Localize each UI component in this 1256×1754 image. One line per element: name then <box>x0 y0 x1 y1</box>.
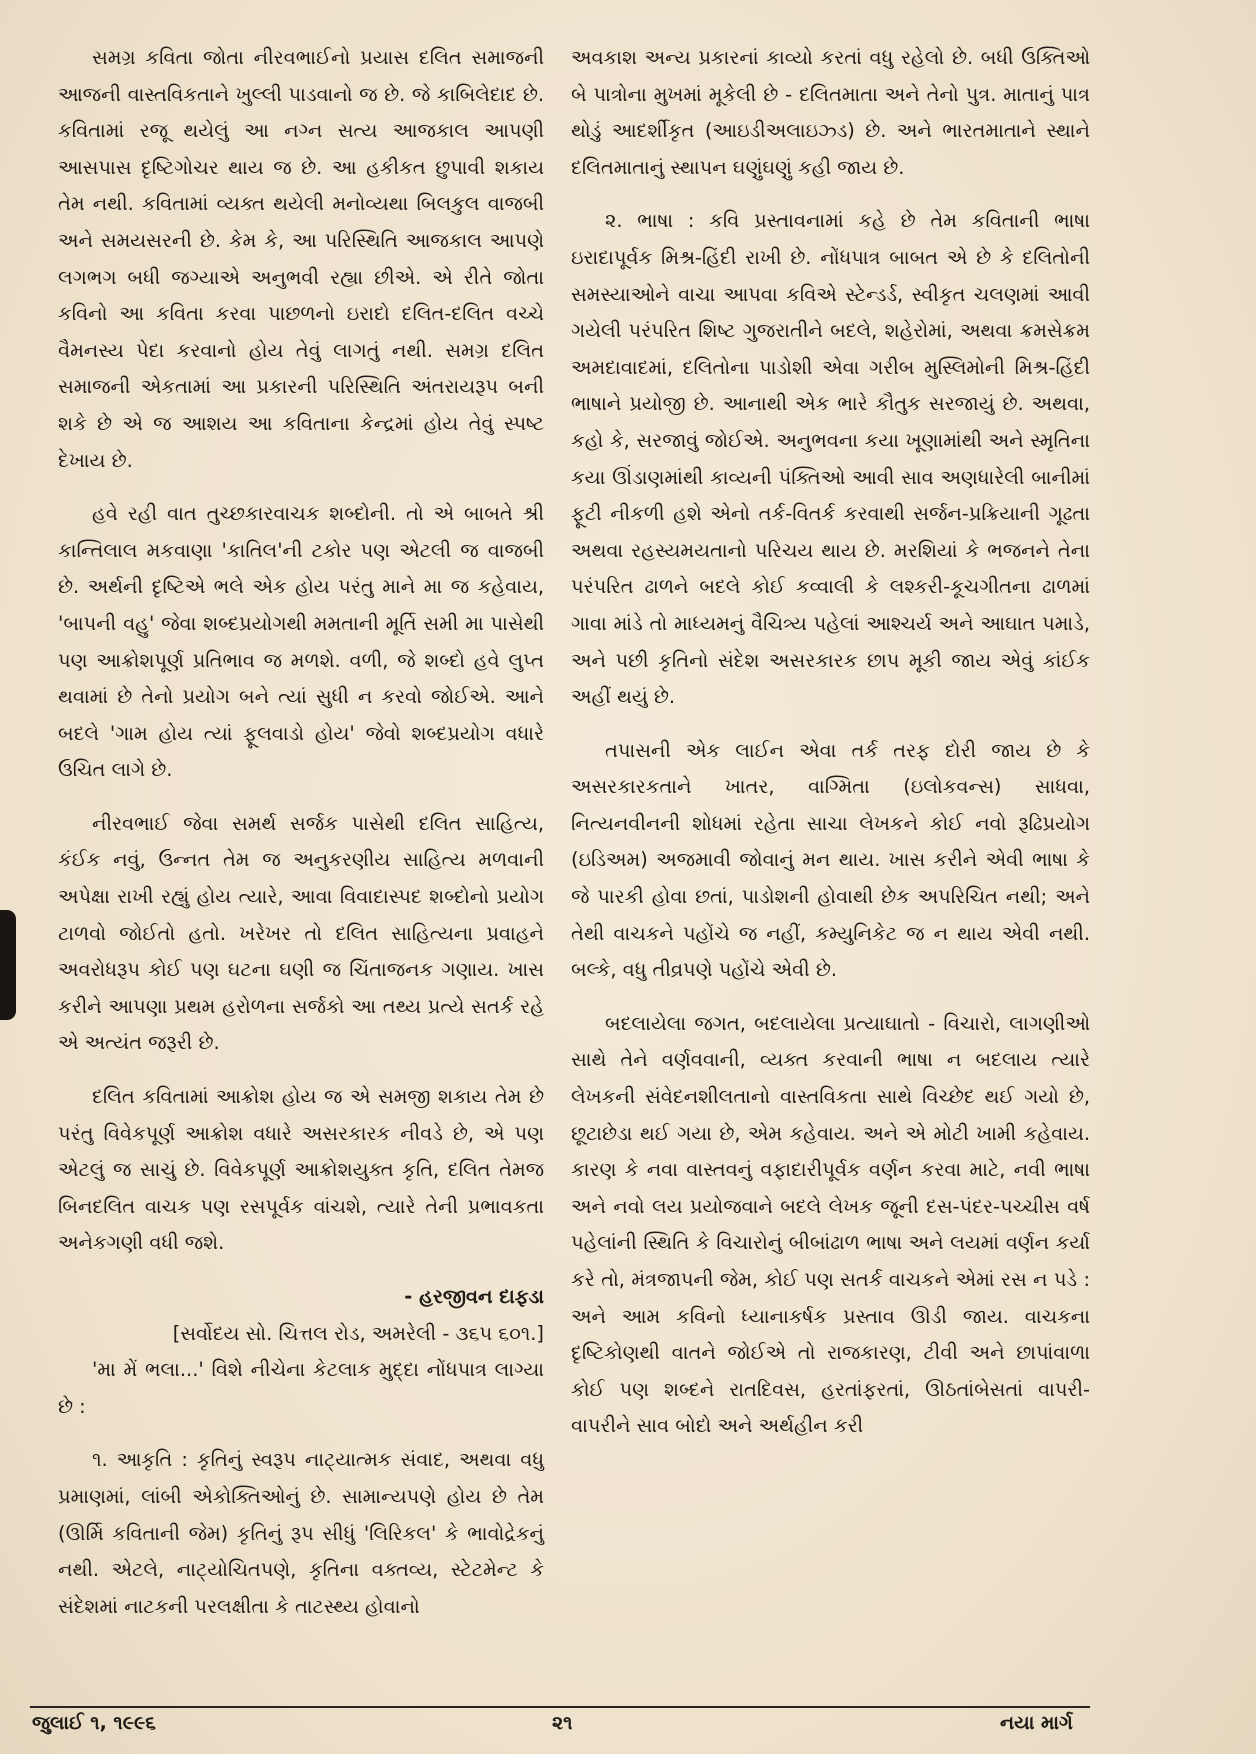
footer-divider <box>30 1706 1090 1708</box>
edge-stain <box>0 910 16 1020</box>
paragraph: તપાસની એક લાઈન એવા તર્ક તરફ દોરી જાય છે કે અસરકારકતાને ખાતર, વાગ્મિતા (ઇલોકવન્સ) સાધવા, નિત્યનવીનની શોધમાં રહેતા સાચા લેખકને કોઈ નવો રૂઢિપ્રયોગ (ઇડિઅમ) અજમાવી જોવાનું મન થાય. ખાસ કરીને એવી ભાષા કે જે પારકી હોવા છતાં, પાડોશની હોવાથી છેક અપરિચિત નથી; અને તેથી વાચકને પહોંચે જ નહીં, કમ્યુનિકેટ જ ન થાય એવી નથી. બલ્કે, વધુ તીવ્રપણે પહોંચે એવી છે. <box>571 738 1090 982</box>
paragraph: ૨. ભાષા : કવિ પ્રસ્તાવનામાં કહે છે તેમ કવિતાની ભાષા ઇરાદાપૂર્વક મિશ્ર-હિંદી રાખી છે. નોંધપાત્ર બાબત એ છે કે દલિતોની સમસ્યાઓને વાચા આપવા કવિએ સ્ટેન્ડર્ડ, સ્વીકૃત ચલણમાં આવી ગયેલી પરંપરિત શિષ્ટ ગુજરાતીને બદલે, શહેરોમાં, અથવા ક્રમસેક્રમ અમદાવાદમાં, દલિતોના પાડોશી એવા ગરીબ મુસ્લિમોની મિશ્ર-હિંદી ભાષાને પ્રયોજી છે. આનાથી એક ભારે કૌતુક સરજાયું છે. અથવા, કહો કે, સરજાવું જોઈએ. અનુભવના કયા ખૂણામાંથી અને સ્મૃતિના કયા ઊંડાણમાંથી કાવ્યની પંક્તિઓ આવી સાવ અણધારેલી બાનીમાં ફૂટી નીકળી હશે એનો તર્ક-વિતર્ક કરવાથી સર્જન-પ્રક્રિયાની ગૂઢતા અથવા રહસ્યમયતાનો પરિચય થાય છે. મરશિયાં કે ભજનને તેના પરંપરિત ઢાળને બદલે કોઈ કવ્વાલી કે લશ્કરી-કૂચગીતના ઢાળમાં ગાવા માંડે તો માધ્યમનું વૈચિત્ર્ય પહેલાં આશ્ચર્ય અને આઘાત પમાડે, અને પછી કૃતિનો સંદેશ અસરકારક છાપ મૂકી જાય એવું કાંઈક અહીં થયું છે. <box>571 209 1090 709</box>
paragraph: દલિત કવિતામાં આક્રોશ હોય જ એ સમજી શકાય તેમ છે પરંતુ વિવેકપૂર્ણ આક્રોશ વધારે અસરકારક નીવડે છે, એ પણ એટલું જ સાચું છે. વિવેકપૂર્ણ આક્રોશયુક્ત કૃતિ, દલિત તેમજ બિનદલિત વાચક પણ રસપૂર્વક વાંચશે, ત્યારે તેની પ્રભાવકતા અનેકગણી વધી જશે. <box>58 1085 544 1255</box>
left-column <box>58 40 544 1625</box>
paragraph: નીરવભાઈ જેવા સમર્થ સર્જક પાસેથી દલિત સાહિત્ય, કંઈક નવું, ઉન્નત તેમ જ અનુકરણીય સાહિત્ય મળવાની અપેક્ષા રાખી રહ્યું હોય ત્યારે, આવા વિવાદાસ્પદ શબ્દોનો પ્રયોગ ટાળવો જોઈતો હતો. ખરેખર તો દલિત સાહિત્યના પ્રવાહને અવરોધરૂપ કોઈ પણ ઘટના ઘણી જ ચિંતાજનક ગણાય. ખાસ કરીને આપણા પ્રથમ હરોળના સર્જકો આ તથ્ય પ્રત્યે સતર્ક રહે એ અત્યંત જરૂરી છે. <box>58 811 544 1055</box>
paragraph: સમગ્ર કવિતા જોતા નીરવભાઈનો પ્રયાસ દલિત સમાજની આજની વાસ્તવિકતાને ખુલ્લી પાડવાનો જ છે. જે કાબિલેદાદ છે. કવિતામાં રજૂ થયેલું આ નગ્ન સત્ય આજકાલ આપણી આસપાસ દૃષ્ટિગોચર થાય જ છે. આ હકીકત છુપાવી શકાય તેમ નથી. કવિતામાં વ્યક્ત થયેલી મનોવ્યથા બિલકુલ વાજબી અને સમયસરની છે. કેમ કે, આ પરિસ્થિતિ આજકાલ આપણે લગભગ બધી જગ્યાએ અનુભવી રહ્યા છીએ. એ રીતે જોતા કવિનો આ કવિતા કરવા પાછળનો ઇરાદો દલિત-દલિત વચ્ચે વૈમનસ્ય પેદા કરવાનો હોય તેવું લાગતું નથી. સમગ્ર દલિત સમાજની એકતામાં આ પ્રકારની પરિસ્થિતિ અંતરાયરૂપ બની શકે છે એ જ આશય આ કવિતાના કેન્દ્રમાં હોય તેવું સ્પષ્ટ દેખાય છે. <box>58 46 544 472</box>
signature: - હરજીવન દાફડા <box>404 1285 544 1308</box>
right-column <box>571 40 1090 1445</box>
paragraph: હવે રહી વાત તુચ્છકારવાચક શબ્દોની. તો એ બાબતે શ્રી કાન્તિલાલ મકવાણા 'કાતિલ'ની ટકોર પણ એટલી જ વાજબી છે. અર્થની દૃષ્ટિએ ભલે એક હોય પરંતુ માને મા જ કહેવાય, 'બાપની વહુ' જેવા શબ્દપ્રયોગથી મમતાની મૂર્તિ સમી મા પાસેથી પણ આક્રોશપૂર્ણ પ્રતિભાવ જ મળશે. વળી, જે શબ્દો હવે લુપ્ત થવામાં છે તેનો પ્રયોગ બને ત્યાં સુધી ન કરવો જોઈએ. આને બદલે 'ગામ હોય ત્યાં ફૂલવાડો હોય' જેવો શબ્દપ્રયોગ વધારે ઉચિત લાગે છે. <box>58 502 544 782</box>
page-number: ૨૧ <box>552 1712 573 1734</box>
paragraph: 'મા મેં ભલા...' વિશે નીચેના કેટલાક મુદ્દા નોંધપાત્ર લાગ્યા છે : <box>58 1358 544 1418</box>
address: [સર્વોદય સો. ચિત્તલ રોડ, અમરેલી - ૩૬૫ ૬૦૧.] <box>172 1321 544 1345</box>
paragraph: ૧. આકૃતિ : કૃતિનું સ્વરૂપ નાટ્યાત્મક સંવાદ, અથવા વધુ પ્રમાણમાં, લાંબી એકોક્તિઓનું છે. સામાન્યપણે હોય છે તેમ (ઊર્મિ કવિતાની જેમ) કૃતિનું રૂપ સીધું 'લિરિકલ' કે ભાવોદ્રેકનું નથી. એટલે, નાટ્યોચિતપણે, કૃતિના વક્તવ્ય, સ્ટેટમેન્ટ કે સંદેશમાં નાટકની પરલક્ષીતા કે તાટસ્થ્ય હોવાનો <box>58 1448 544 1618</box>
magazine-name: નયા માર્ગ <box>1000 1712 1073 1734</box>
paragraph: અવકાશ અન્ય પ્રકારનાં કાવ્યો કરતાં વધુ રહેલો છે. બધી ઉક્તિઓ બે પાત્રોના મુખમાં મૂકેલી છે - દલિતમાતા અને તેનો પુત્ર. માતાનું પાત્ર થોડું આદર્શીકૃત (આઇડીઅલાઇઝ્ડ) છે. અને ભારતમાતાને સ્થાને દલિતમાતાનું સ્થાપન ઘણુંઘણું કહી જાય છે. <box>571 46 1090 179</box>
footer-date: જુલાઈ ૧, ૧૯૯૬ <box>32 1712 156 1734</box>
paragraph: બદલાયેલા જગત, બદલાયેલા પ્રત્યાઘાતો - વિચારો, લાગણીઓ સાથે તેને વર્ણવવાની, વ્યક્ત કરવાની ભાષા ન બદલાય ત્યારે લેખકની સંવેદનશીલતાનો વાસ્તવિકતા સાથે વિચ્છેદ થઈ ગયો છે, છૂટાછેડા થઈ ગયા છે, એમ કહેવાય. અને એ મોટી ખામી કહેવાય. કારણ કે નવા વાસ્તવનું વફાદારીપૂર્વક વર્ણન કરવા માટે, નવી ભાષા અને નવો લય પ્રયોજવાને બદલે લેખક જૂની દસ-પંદર-પચ્ચીસ વર્ષ પહેલાંની સ્થિતિ કે વિચારોનું બીબાંઢાળ ભાષા અને લયમાં વર્ણન કર્યા કરે તો, મંત્રજાપની જેમ, કોઈ પણ સતર્ક વાચકને એમાં રસ ન પડે : અને આમ કવિનો ધ્યાનાકર્ષક પ્રસ્તાવ ઊડી જાય. વાચકના દૃષ્ટિકોણથી વાતને જોઈએ તો રાજકારણ, ટીવી અને છાપાંવાળા કોઈ પણ શબ્દને રાતદિવસ, હરતાંફરતાં, ઊઠતાંબેસતાં વાપરી-વાપરીને સાવ બોદો અને અર્થહીન કરી <box>571 1011 1090 1438</box>
